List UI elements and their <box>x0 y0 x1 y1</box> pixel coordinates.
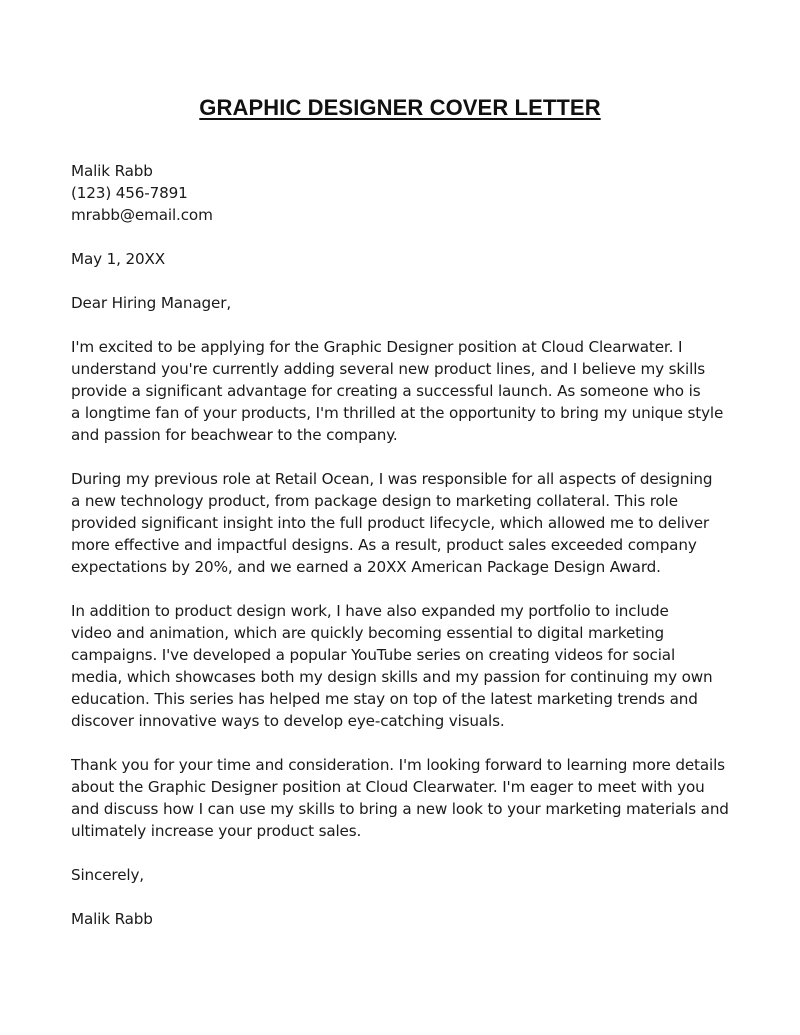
paragraph-line: ultimately increase your product sales. <box>71 822 362 840</box>
paragraph-line: and passion for beachwear to the company. <box>71 426 398 444</box>
paragraph-2 <box>71 468 731 578</box>
paragraph-line: expectations by 20%, and we earned a 20XX American Package Design Award. <box>71 558 661 576</box>
paragraph-line: understand you're currently adding several new product lines, and I believe my skills <box>71 360 706 378</box>
paragraph-4 <box>71 754 731 842</box>
closing: Sincerely, <box>71 866 144 884</box>
letter-date: May 1, 20XX <box>71 250 166 268</box>
paragraph-line: and discuss how I can use my skills to bring a new look to your marketing materials and <box>71 800 729 818</box>
page-title: GRAPHIC DESIGNER COVER LETTER <box>199 95 601 120</box>
paragraph-line: Thank you for your time and consideration. I'm looking forward to learning more details <box>71 756 725 774</box>
paragraph-line: a new technology product, from package design to marketing collateral. This role <box>71 492 678 510</box>
paragraph-line: media, which showcases both my design skills and my passion for continuing my own <box>71 668 713 686</box>
date-block <box>71 248 731 270</box>
paragraph-line: I'm excited to be applying for the Graphic Designer position at Cloud Clearwater. I <box>71 338 683 356</box>
sender-name: Malik Rabb <box>71 162 153 180</box>
salutation: Dear Hiring Manager, <box>71 294 232 312</box>
sender-email: mrabb@email.com <box>71 206 213 224</box>
paragraph-line: more effective and impactful designs. As a result, product sales exceeded company <box>71 536 697 554</box>
salutation-block <box>71 292 731 314</box>
paragraph-line: discover innovative ways to develop eye-catching visuals. <box>71 712 505 730</box>
paragraph-line: campaigns. I've developed a popular YouTube series on creating videos for social <box>71 646 676 664</box>
paragraph-3 <box>71 600 731 732</box>
paragraph-line: about the Graphic Designer position at Cloud Clearwater. I'm eager to meet with you <box>71 778 705 796</box>
paragraph-line: During my previous role at Retail Ocean, I was responsible for all aspects of designing <box>71 470 713 488</box>
paragraph-line: provide a significant advantage for creating a successful launch. As someone who is <box>71 382 701 400</box>
paragraph-line: education. This series has helped me stay on top of the latest marketing trends and <box>71 690 698 708</box>
paragraph-line: provided significant insight into the full product lifecycle, which allowed me to deliver <box>71 514 709 532</box>
sender-block <box>71 160 731 226</box>
paragraph-line: video and animation, which are quickly becoming essential to digital marketing <box>71 624 665 642</box>
sender-phone: (123) 456-7891 <box>71 184 188 202</box>
paragraph-1 <box>71 336 731 446</box>
paragraph-line: a longtime fan of your products, I'm thrilled at the opportunity to bring my unique style <box>71 404 724 422</box>
letter-body <box>71 160 731 930</box>
signature-block <box>71 908 731 930</box>
signature-name: Malik Rabb <box>71 910 153 928</box>
closing-block <box>71 864 731 886</box>
paragraph-line: In addition to product design work, I have also expanded my portfolio to include <box>71 602 669 620</box>
